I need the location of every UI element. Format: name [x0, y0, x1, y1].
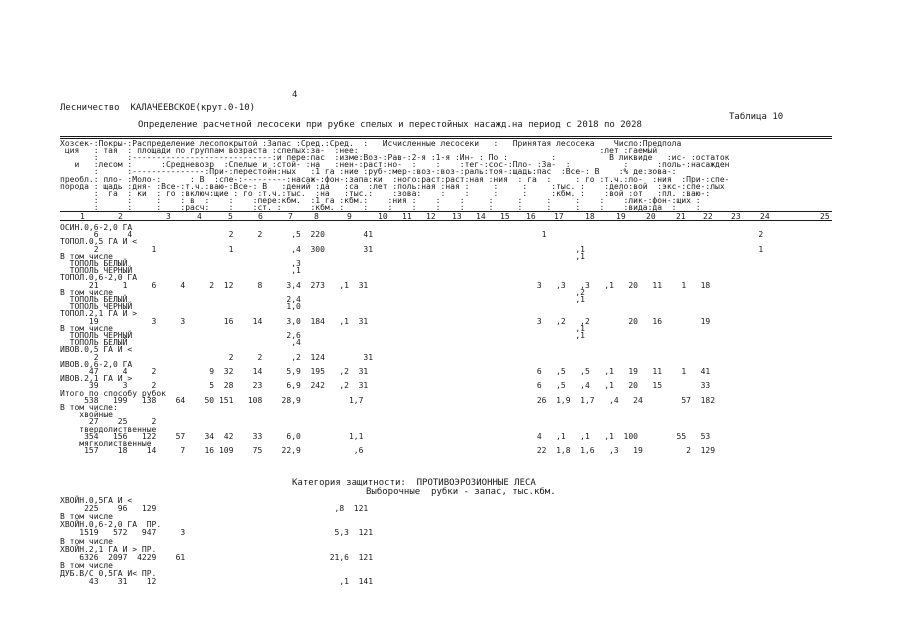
table-label: Таблица 10 — [729, 112, 784, 122]
column-number: 18 — [585, 212, 595, 221]
header-line: и :лесом : :Средневозр :Спелые и :стой- :на :нен-:раст:но- : : :тег-:сос-:Пло- :За- : : :поль-:насажден — [60, 160, 730, 170]
header-line: Хозсек-:Покры-:Распределение лесопокрытой :Запас :Сред.:Сред. : Исчисленные лесосеки : Принятая лесосека Число:Предпола — [60, 139, 682, 148]
header-line: : : : : в : : :пере:кбм. :1 га :кбм.: :ния : : : : : : : : :лик-:фон-:щих : — [60, 195, 701, 205]
header-line: : :-----------------------------:и пере:пас :изме:Воз-:Рав-:2-я :1-я :Ин- : По : : В ликвиде :ис- :остаток — [60, 153, 730, 163]
protective-line: 1519 572 947 3 5,3 121 — [60, 528, 374, 538]
header-line: порода : щадь :дня- :Все-:т.ч.:ваю-:Все-: В :дений :да :са :лет :поль:ная :ная : : : :тыс. : :дело:вой :экс-:спе-:лых — [60, 181, 725, 191]
header-line: : :---------------:При-:перестойн:ных :1 га :ние :руб-:мер-:воз-:воз-:раль:тоя-:щадь:пас :Все-: В :% де:зова-: — [60, 167, 677, 177]
protective-line: ХВОЙН.2,1 ГА И > ПР. — [60, 544, 157, 554]
column-number: 13 — [452, 212, 462, 221]
table-body-line: ТОПОЛЬ ЧЕРНЫЙ 1,0 — [60, 302, 301, 312]
column-number: 1 — [80, 212, 85, 221]
table-body-line: 538 199 138 64 50 151 108 28,9 1,7 26 1,9 1,7 ,4 24 57 182 — [60, 395, 716, 405]
table-body-line: ТОПОЛ.0,6-2,0 ГА — [60, 273, 138, 283]
table-body-line: 27 25 2 — [60, 417, 157, 427]
column-number: 25 — [820, 212, 830, 221]
forestry-line: Лесничество КАЛАЧЕЕВСКОЕ(крут.0-10) — [60, 103, 256, 113]
protective-line: В том числе — [60, 560, 113, 570]
column-number: 20 — [646, 212, 656, 221]
table-body-line: 6 4 2 2 ,5 220 41 1 2 — [60, 230, 764, 240]
table-body-line: ИВОВ.0,5 ГА И < — [60, 345, 133, 355]
table-body-line: твердолиственные — [60, 424, 157, 434]
table-body-line: ТОПОЛЬ ЧЕРНЫЙ 2,6 ,1 — [60, 331, 585, 340]
column-number: 15 — [500, 212, 510, 221]
table-body-line: В том числе ,1 — [60, 323, 585, 333]
column-number: 11 — [402, 212, 412, 221]
table-body-line: 21 1 6 4 2 12 8 3,4 273 ,1 31 3 ,3 ,3 ,1 20 11 1 18 — [60, 280, 711, 290]
column-number: 12 — [426, 212, 436, 221]
protective-line: 225 96 129 ,8 121 — [60, 504, 369, 514]
table-body-line: В том числе ,2 — [60, 287, 585, 297]
column-number: 6 — [258, 212, 263, 221]
table-body-line: В том числе ,1 — [60, 251, 585, 261]
column-number: 5 — [228, 212, 233, 221]
table-subtitle: Определение расчетной лесосеки при рубке спелых и перестойных насажд.на период с 2018 по 2028 — [138, 120, 642, 130]
table-body-line: В том числе: — [60, 403, 118, 412]
protective-line: ДУБ.В/С 0,5ГА И< ПР. — [60, 568, 157, 578]
table-body-line: хвойные — [60, 410, 113, 420]
protective-line: В том числе — [60, 536, 113, 546]
header-line: ция : тая : площади по группам возраста :спелых:за- :нее: :лет :гаемый — [60, 146, 658, 156]
protective-line: В том числе — [60, 512, 113, 522]
protective-line: ХВОЙН.0,6-2,0 ГА ПР. — [60, 520, 162, 530]
table-body-line: ТОПОЛЬ БЕЛЫЙ 2,4 ,1 — [60, 295, 585, 304]
column-number: 2 — [118, 212, 123, 221]
column-number: 7 — [288, 212, 293, 221]
column-number-rule-bottom — [60, 220, 832, 221]
column-number: 10 — [378, 212, 388, 221]
column-number: 22 — [703, 212, 713, 221]
protective-line: 43 31 12 ,1 141 — [60, 577, 374, 586]
header-line: преобл.: пло- :Моло-: : В :спе-:---------:насаж-:фон-:запа:ки :ного:раст:раст:ная :ния : га : : го :т.ч.:ло- :ния :При-:спе- — [60, 174, 730, 184]
table-body-line: 2 2 2 ,2 124 31 — [60, 352, 374, 362]
table-body-line: ТОПОЛ.0,5 ГА И < — [60, 237, 138, 247]
column-number: 17 — [554, 212, 564, 221]
table-body-line: 2 1 1 ,4 300 31 ,1 1 — [60, 244, 764, 254]
page-number: 4 — [292, 90, 298, 100]
table-body-line: 157 18 14 7 16 109 75 22,9 ,6 22 1,8 1,6 ,3 19 2 129 — [60, 446, 716, 456]
column-number: 21 — [676, 212, 686, 221]
column-number: 19 — [616, 212, 626, 221]
table-body-line: ТОПОЛЬ ЧЕРНЫЙ ,1 — [60, 266, 301, 276]
table-body-line: ТОПОЛЬ БЕЛЫЙ ,4 — [60, 338, 301, 348]
column-number: 24 — [760, 212, 770, 221]
table-body-line: ТОПОЛ.2,1 ГА И > — [60, 309, 138, 319]
table-body-line: 354 156 122 57 34 42 33 6,0 1,1 4 ,1 ,1 ,1 100 55 53 — [60, 431, 711, 441]
column-number: 4 — [197, 212, 202, 221]
table-body-line: ИВОВ.2,1 ГА И > — [60, 374, 133, 384]
header-line: : : : :расч: : :ст. : :кбм. : : : : : : : : : : : :вида:да : : — [60, 202, 701, 212]
table-top-rule-1 — [60, 136, 832, 137]
table-body-line: 39 3 2 5 28 23 6,9 242 ,2 31 6 ,5 ,4 ,1 20 15 33 — [60, 381, 711, 391]
column-number: 9 — [347, 212, 352, 221]
table-body-line: ИВОВ.0,6-2,0 ГА — [60, 359, 133, 369]
table-body-line: ОСИН.0,6-2,0 ГА — [60, 223, 133, 232]
table-body-line: 19 3 3 16 14 3,0 184 ,1 31 3 ,2 ,2 20 16 19 — [60, 316, 711, 326]
column-number: 16 — [526, 212, 536, 221]
column-number: 3 — [166, 212, 171, 221]
category-subline: Выборочные рубки - запас, тыс.кбм. — [366, 487, 556, 497]
table-body-line: мягколиственные — [60, 439, 152, 448]
table-body-line: Итого по способу рубок — [60, 388, 166, 398]
category-line: Категория защитности: ПРОТИВОЭРОЗИОННЫЕ ЛЕСА — [292, 478, 536, 488]
protective-line: 6326 2097 4229 61 21,6 121 — [60, 552, 374, 562]
column-number: 23 — [731, 212, 741, 221]
column-number: 8 — [314, 212, 319, 221]
header-line: : га : ки : го :включ:щие : го :т.ч.:тыс. :на :тыс.: :зова: : : : : :кбм. : :вой :от :пл. :ваю-: — [60, 188, 711, 198]
table-body-line: 47 4 2 9 32 14 5,9 195 ,2 31 6 ,5 ,5 ,1 19 11 1 41 — [60, 367, 711, 376]
protective-line: ХВОЙН.0,5ГА И < — [60, 496, 133, 505]
column-number: 14 — [476, 212, 486, 221]
table-body-line: ТОПОЛЬ БЕЛЫЙ ,3 — [60, 259, 301, 268]
